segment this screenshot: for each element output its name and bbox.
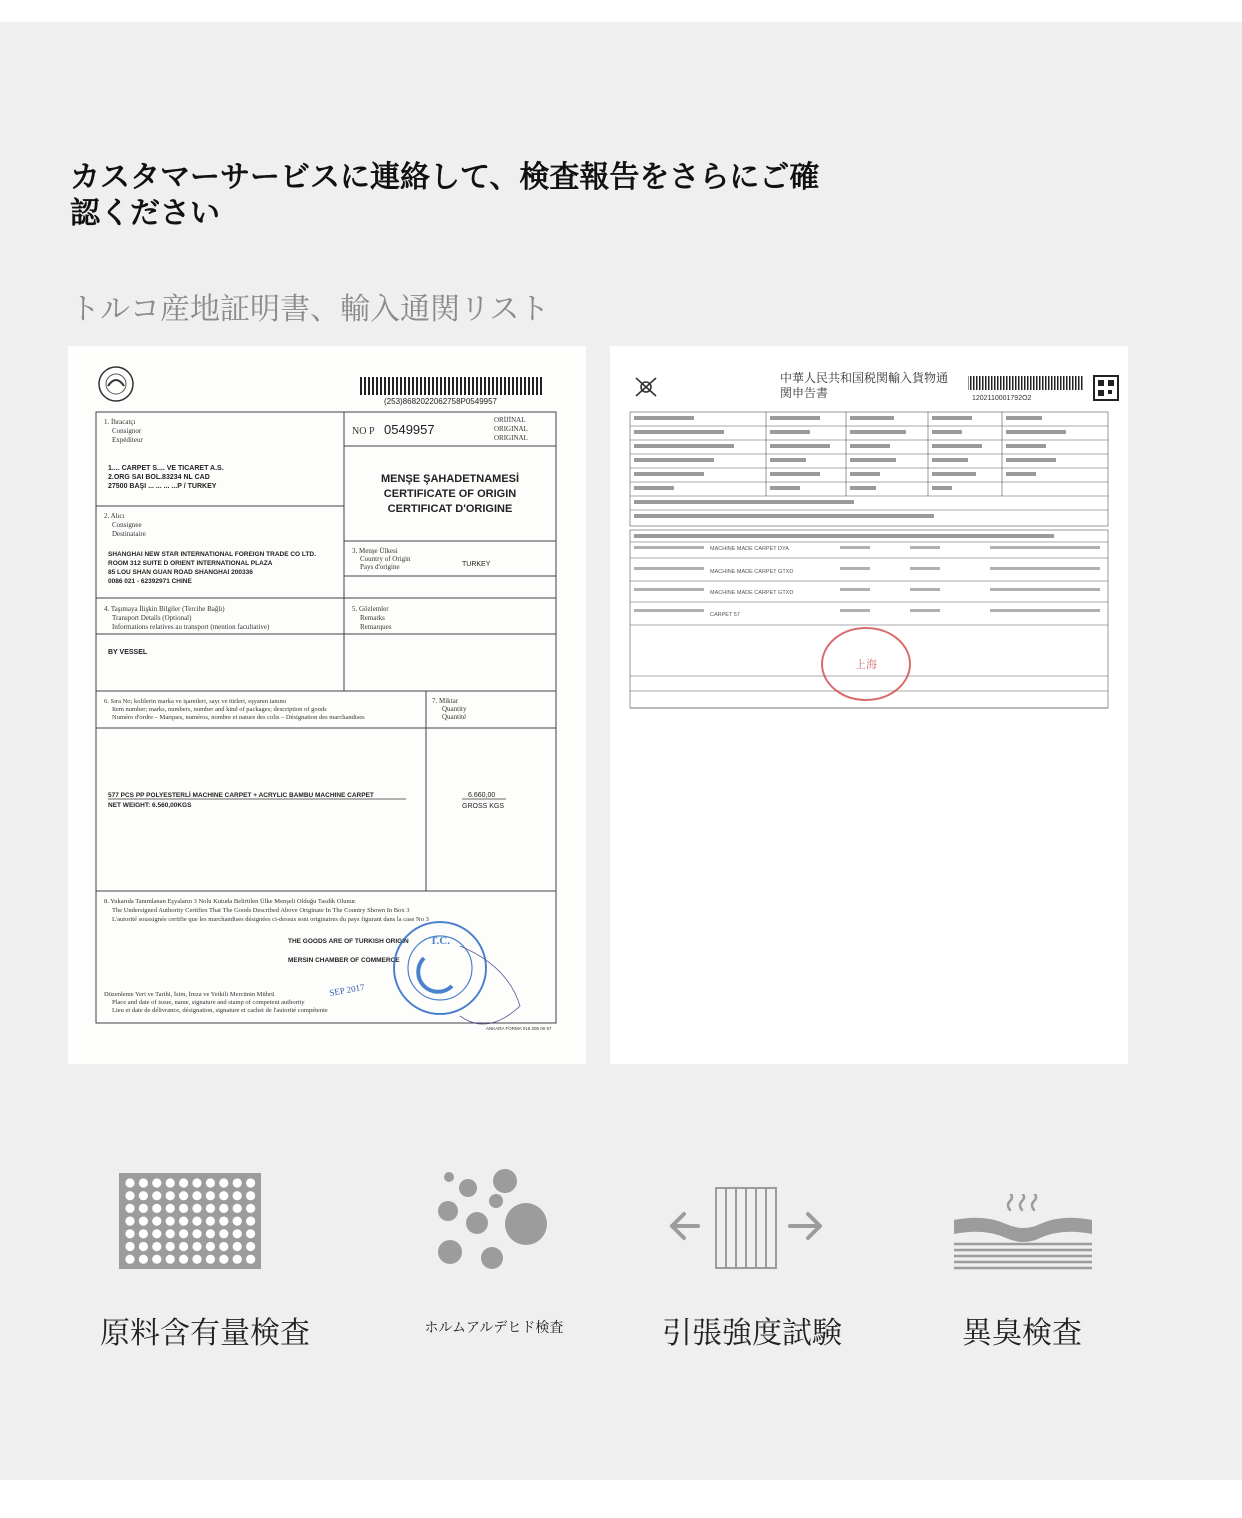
country-label-3: Pays d'origine	[360, 563, 400, 571]
consignee-label-2: Consignee	[112, 521, 142, 529]
quantity-label-1: 7. Miktar	[432, 697, 459, 705]
goods-origin: THE GOODS ARE OF TURKISH ORIGIN	[288, 938, 409, 945]
consignee-line-2: ROOM 312 SUITE D ORIENT INTERNATIONAL PLAZA	[108, 560, 273, 567]
certificate-number: 0549957	[384, 422, 435, 437]
certificate-title-en: CERTIFICATE OF ORIGIN	[383, 488, 517, 500]
transport-value: BY VESSEL	[108, 649, 148, 656]
customs-declaration-image	[610, 346, 1128, 1064]
exporter-label-3: Expéditeur	[112, 436, 143, 444]
consignee-line-3: 85 LOU SHAN GUAN ROAD SHANGHAI 200336	[108, 569, 253, 576]
certificate-title-fr: CERTIFICAT D'ORIGINE	[387, 503, 513, 515]
exporter-line-2: 2.ORG SAI BOL.83234 NL CAD	[108, 474, 210, 481]
signature-label-3: Lieu et date de délivrance, désignation, signature et cachet de l'autorité compétente	[112, 1007, 328, 1014]
certificate-title-tr: MENŞE ŞAHADETNAMESİ	[380, 473, 520, 485]
customs-title-1: 中華人民共和国税関輸入貨物通	[780, 371, 949, 385]
remarks-label-1: 5. Gözlemler	[352, 605, 389, 613]
chamber-name: MERSIN CHAMBER OF COMMERCE	[288, 957, 400, 964]
date-stamp: SEP 2017	[328, 981, 366, 998]
items-label-1: 6. Sıra No; kolilerin marka ve işaretleri, sayı ve türleri, eşyanın tanımı	[104, 698, 287, 705]
transport-label-1: 4. Taşımaya İlişkin Bilgiler (Tercihe Bağlı)	[104, 605, 225, 613]
feature-label-tensile: 引張強度試験	[662, 1316, 842, 1351]
country-value: TURKEY	[462, 561, 491, 568]
exporter-label-1: 1. İhracatçı	[104, 418, 136, 426]
form-code: ANKARA FORMA 015 205 00 67	[486, 1026, 552, 1031]
net-weight: NET WEIGHT: 6.560,00KGS	[108, 802, 192, 809]
transport-label-2: Transport Details (Optional)	[112, 614, 192, 622]
authority-label-3: L'autorité soussignée certifie que les marchandises désignées ci-dessus sont originaires du pays figurant dans la case No 3	[112, 916, 429, 923]
remarks-label-2: Remarks	[360, 614, 385, 622]
quantity-unit: GROSS KGS	[462, 803, 505, 810]
certificate-of-origin-image	[68, 346, 586, 1064]
goods-row-2: MACHINE MADE CARPET GTXD	[710, 569, 794, 575]
customs-stamp-text: 上海	[855, 658, 877, 671]
exporter-line-1: 1.... CARPET S.... VE TICARET A.S.	[108, 465, 224, 472]
original-line-2: ORIGINAL	[494, 425, 528, 433]
stamp-text: T.C.	[430, 935, 450, 947]
certificate-barcode	[358, 377, 542, 395]
feature-label-formaldehyde: ホルムアルデヒド検査	[424, 1320, 564, 1336]
transport-label-3: Informations relatives au transport (mention facultative)	[112, 623, 270, 631]
goods-row-3: MACHINE MADE CARPET GTXD	[710, 590, 794, 596]
country-label-1: 3. Menşe Ülkesi	[352, 547, 398, 555]
feature-label-material: 原料含有量検査	[100, 1316, 310, 1351]
items-label-3: Numéro d'ordre – Marques, numéros, nombre et nature des colis – Désignation des marchandises	[112, 714, 365, 721]
items-label-2: Item number; marks, numbers, number and kind of packages; description of goods	[112, 706, 327, 713]
quantity-label-2: Quantity	[442, 705, 467, 713]
country-label-2: Country of Origin	[360, 555, 411, 563]
goods-row-4: CARPET 57	[710, 612, 740, 618]
consignee-line-1: SHANGHAI NEW STAR INTERNATIONAL FOREIGN TRADE CO LTD.	[108, 551, 316, 558]
customs-title-2: 関申告書	[780, 386, 829, 400]
signature-label-2: Place and date of issue, name, signature and stamp of competent authority	[112, 999, 305, 1006]
consignee-line-4: 0086 021 - 62392971 CHINE	[108, 578, 192, 585]
goods-row-1: MACHINE MADE CARPET DYA	[710, 546, 789, 552]
original-line-3: ORIGINAL	[494, 434, 528, 442]
consignee-label-1: 2. Alıcı	[104, 512, 125, 520]
subtitle: トルコ産地証明書、輸入通関リスト	[70, 292, 550, 327]
goods-description: 577 PCS PP POLYESTERLİ MACHINE CARPET + ACRYLIC BAMBU MACHINE CARPET	[108, 792, 374, 799]
barcode-number: (253)8682022062758P0549957	[384, 397, 497, 406]
quantity-value: 6.660,00	[468, 792, 496, 799]
signature-label-1: Düzenleme Yeri ve Tarihi, İsim, İmza ve Yetkili Mercünin Mührü	[104, 991, 275, 998]
headline: カスタマーサービスに連絡して、検査報告をさらにご確認ください	[70, 160, 820, 231]
feature-label-odor: 異臭検査	[962, 1316, 1082, 1351]
number-label: NO P	[352, 426, 375, 437]
particles-icon	[430, 1168, 552, 1272]
exporter-label-2: Consignor	[112, 427, 142, 435]
original-line-1: ORİJİNAL	[494, 416, 526, 424]
stretch-icon	[666, 1184, 826, 1272]
consignee-label-3: Destinataire	[112, 530, 146, 538]
grid-dots-icon	[119, 1173, 261, 1269]
authority-label-2: The Undersigned Authority Certifies That The Goods Described Above Originate In The Country Shown In Box 3	[112, 907, 410, 914]
quantity-label-3: Quantité	[442, 713, 467, 721]
odor-layers-icon	[954, 1194, 1092, 1270]
authority-label-1: 8. Yukarıda Tanımlanan Eşyaların 3 Nolu Kutuda Belirtilen Ülke Menşeli Olduğu Tasdik Olunur.	[104, 898, 357, 905]
customs-barcode-number: 1202110001792O2	[972, 395, 1032, 402]
exporter-line-3: 27500 BAŞI ... ... ... ...P / TURKEY	[108, 483, 217, 490]
remarks-label-3: Remarques	[360, 623, 392, 631]
